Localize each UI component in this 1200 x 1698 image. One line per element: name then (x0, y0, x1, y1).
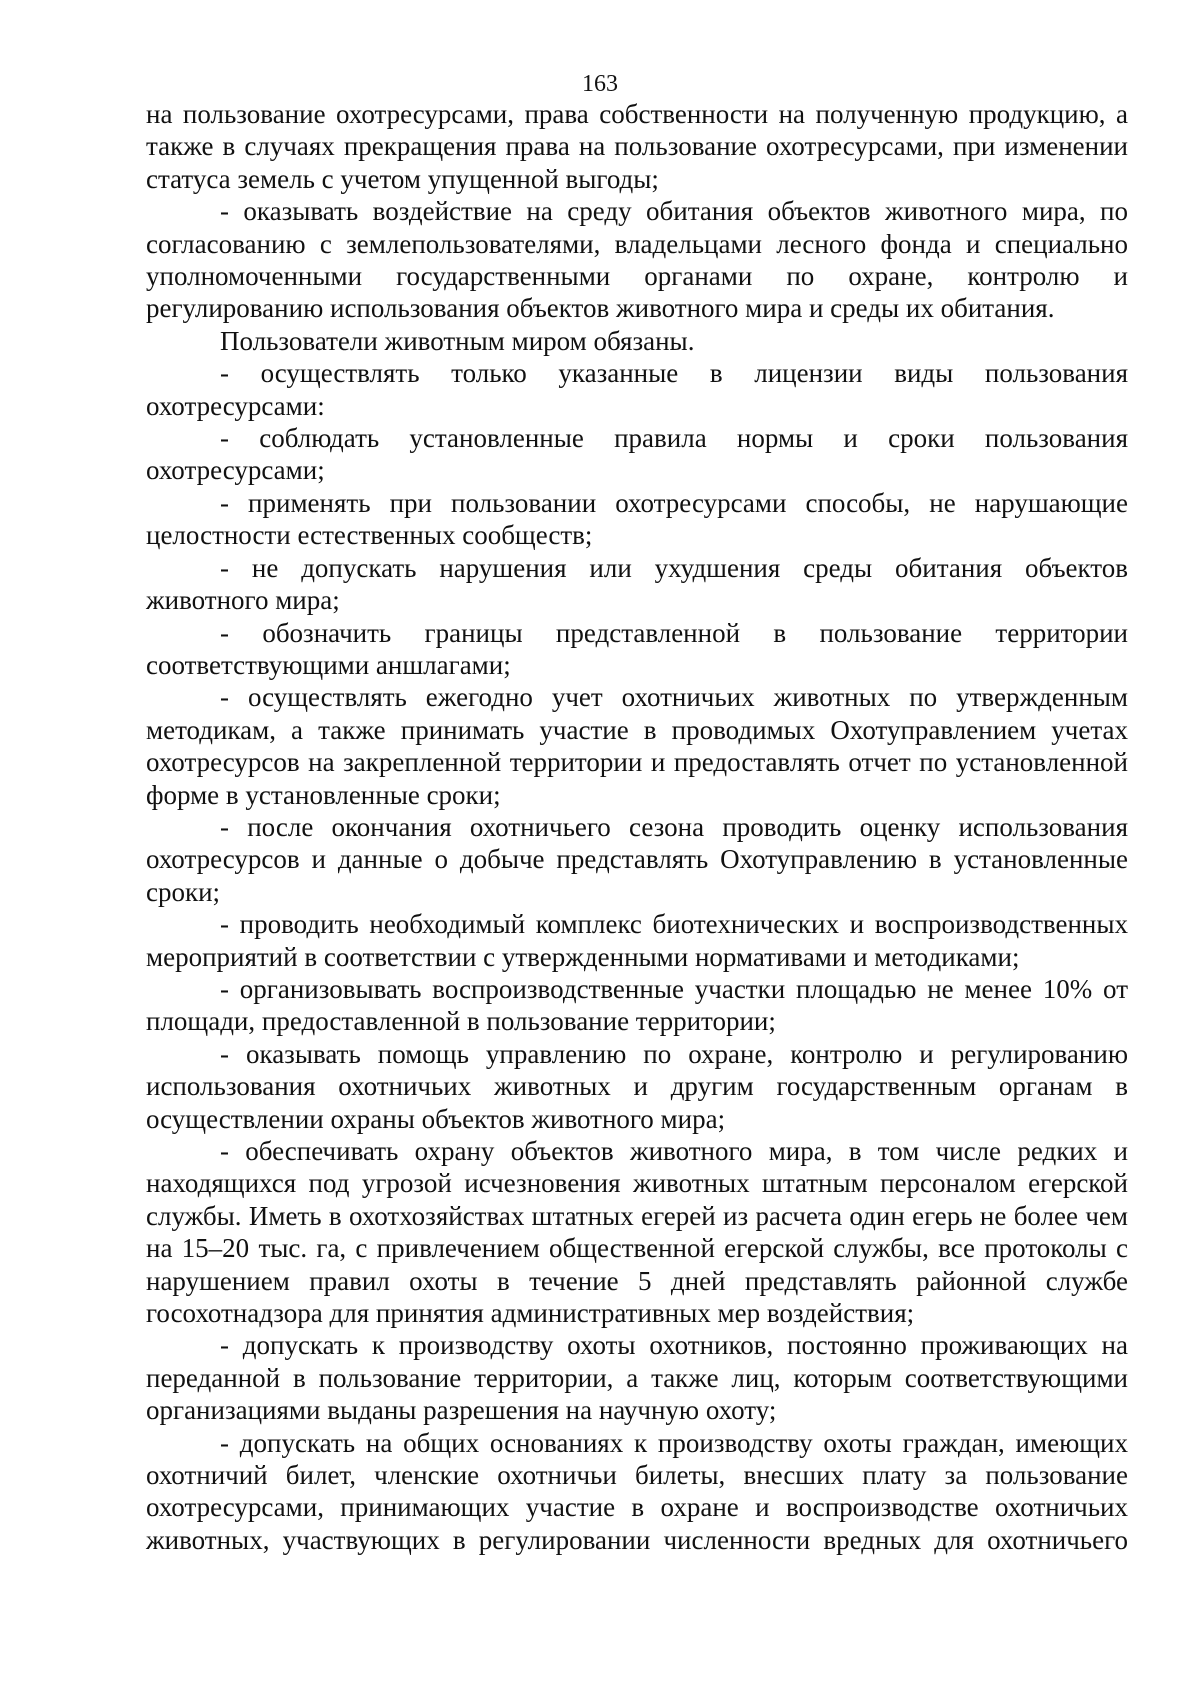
paragraph-obligation-season-report: - после окончания охотничьего сезона проводить оценку использования охотресурсов и данные о добыче представлять Охотуправлению в установленные сроки; (146, 811, 1128, 907)
paragraph-obligation-biotech: - проводить необходимый комплекс биотехнических и воспроизводственных мероприятий в соответствии с утвержденными нормативами и методиками; (146, 909, 1128, 972)
document-body (146, 98, 1128, 1556)
paragraph-obligation-habitat: - не допускать нарушения или ухудшения среды обитания объектов животного мира; (146, 552, 1128, 616)
paragraph-obligation-protection: - обеспечивать охрану объектов животного мира, в том числе редких и находящихся под угрозой исчезновения животных штатным персоналом егерской службы. Иметь в охотхозяйствах штатных егерей из расчета один егерь не более чем на 15–20 тыс. га, с привлечением общественной егерской службы, все протоколы с нарушением правил охоты в течение 5 дней представлять районной службе госохотнадзора для принятия административных мер воздействия; (146, 1136, 1128, 1329)
page-number: 163 (582, 71, 618, 97)
paragraph-continuation: на пользование охотресурсами, права собственности на полученную продукцию, а также в случаях прекращения права на пользование охотресурсами, при изменении статуса земель с учетом упущенной выгоды; (146, 99, 1128, 194)
paragraph-obligations-heading: Пользователи животным миром обязаны. (220, 325, 695, 356)
paragraph-obligation-reproduction-areas: - организовывать воспроизводственные участки площадью не менее 10% от площади, предоставленной в пользование территории; (146, 973, 1128, 1037)
paragraph-obligation-assistance: - оказывать помощь управлению по охране, контролю и регулированию использования охотничьих животных и другим государственным органам в осуществлении охраны объектов животного мира; (146, 1038, 1128, 1134)
paragraph-obligation-resident-hunters: - допускать к производству охоты охотников, постоянно проживающих на переданной в пользование территории, а также лиц, которым соответствующими организациями выданы разрешения на научную охоту; (146, 1330, 1128, 1426)
paragraph-obligation-rules: - соблюдать установленные правила нормы и сроки пользования охотресурсами; (146, 423, 1128, 486)
paragraph-obligation-boundaries: - обозначить границы представленной в пользование территории соответствующими аншлагами; (146, 617, 1128, 680)
paragraph-obligation-census: - осуществлять ежегодно учет охотничьих животных по утвержденным методикам, а также принимать участие в проводимых Охотуправлением учетах охотресурсов на закрепленной территории и предоставлять отчет по установленной форме в установленные сроки; (146, 682, 1128, 810)
paragraph-obligation-licensed-use: - осуществлять только указанные в лицензии виды пользования охотресурсами: (146, 358, 1128, 421)
paragraph-obligation-methods: - применять при пользовании охотресурсами способы, не нарушающие целостности естественных сообществ; (146, 487, 1128, 551)
paragraph-right-habitat-impact: - оказывать воздействие на среду обитания объектов животного мира, по согласованию с землепользователями, владельцами лесного фонда и специально уполномоченными государственными органами по охране, контролю и регулированию использования объектов животного мира и среды их обитания. (146, 196, 1128, 324)
paragraph-obligation-general-access: - допускать на общих основаниях к производству охоты граждан, имеющих охотничий билет, членские охотничьи билеты, внесших плату за пользование охотресурсами, принимающих участие в охране и воспроизводстве охотничьих животных, участвующих в регулировании численности вредных для охотничьего (146, 1427, 1128, 1555)
